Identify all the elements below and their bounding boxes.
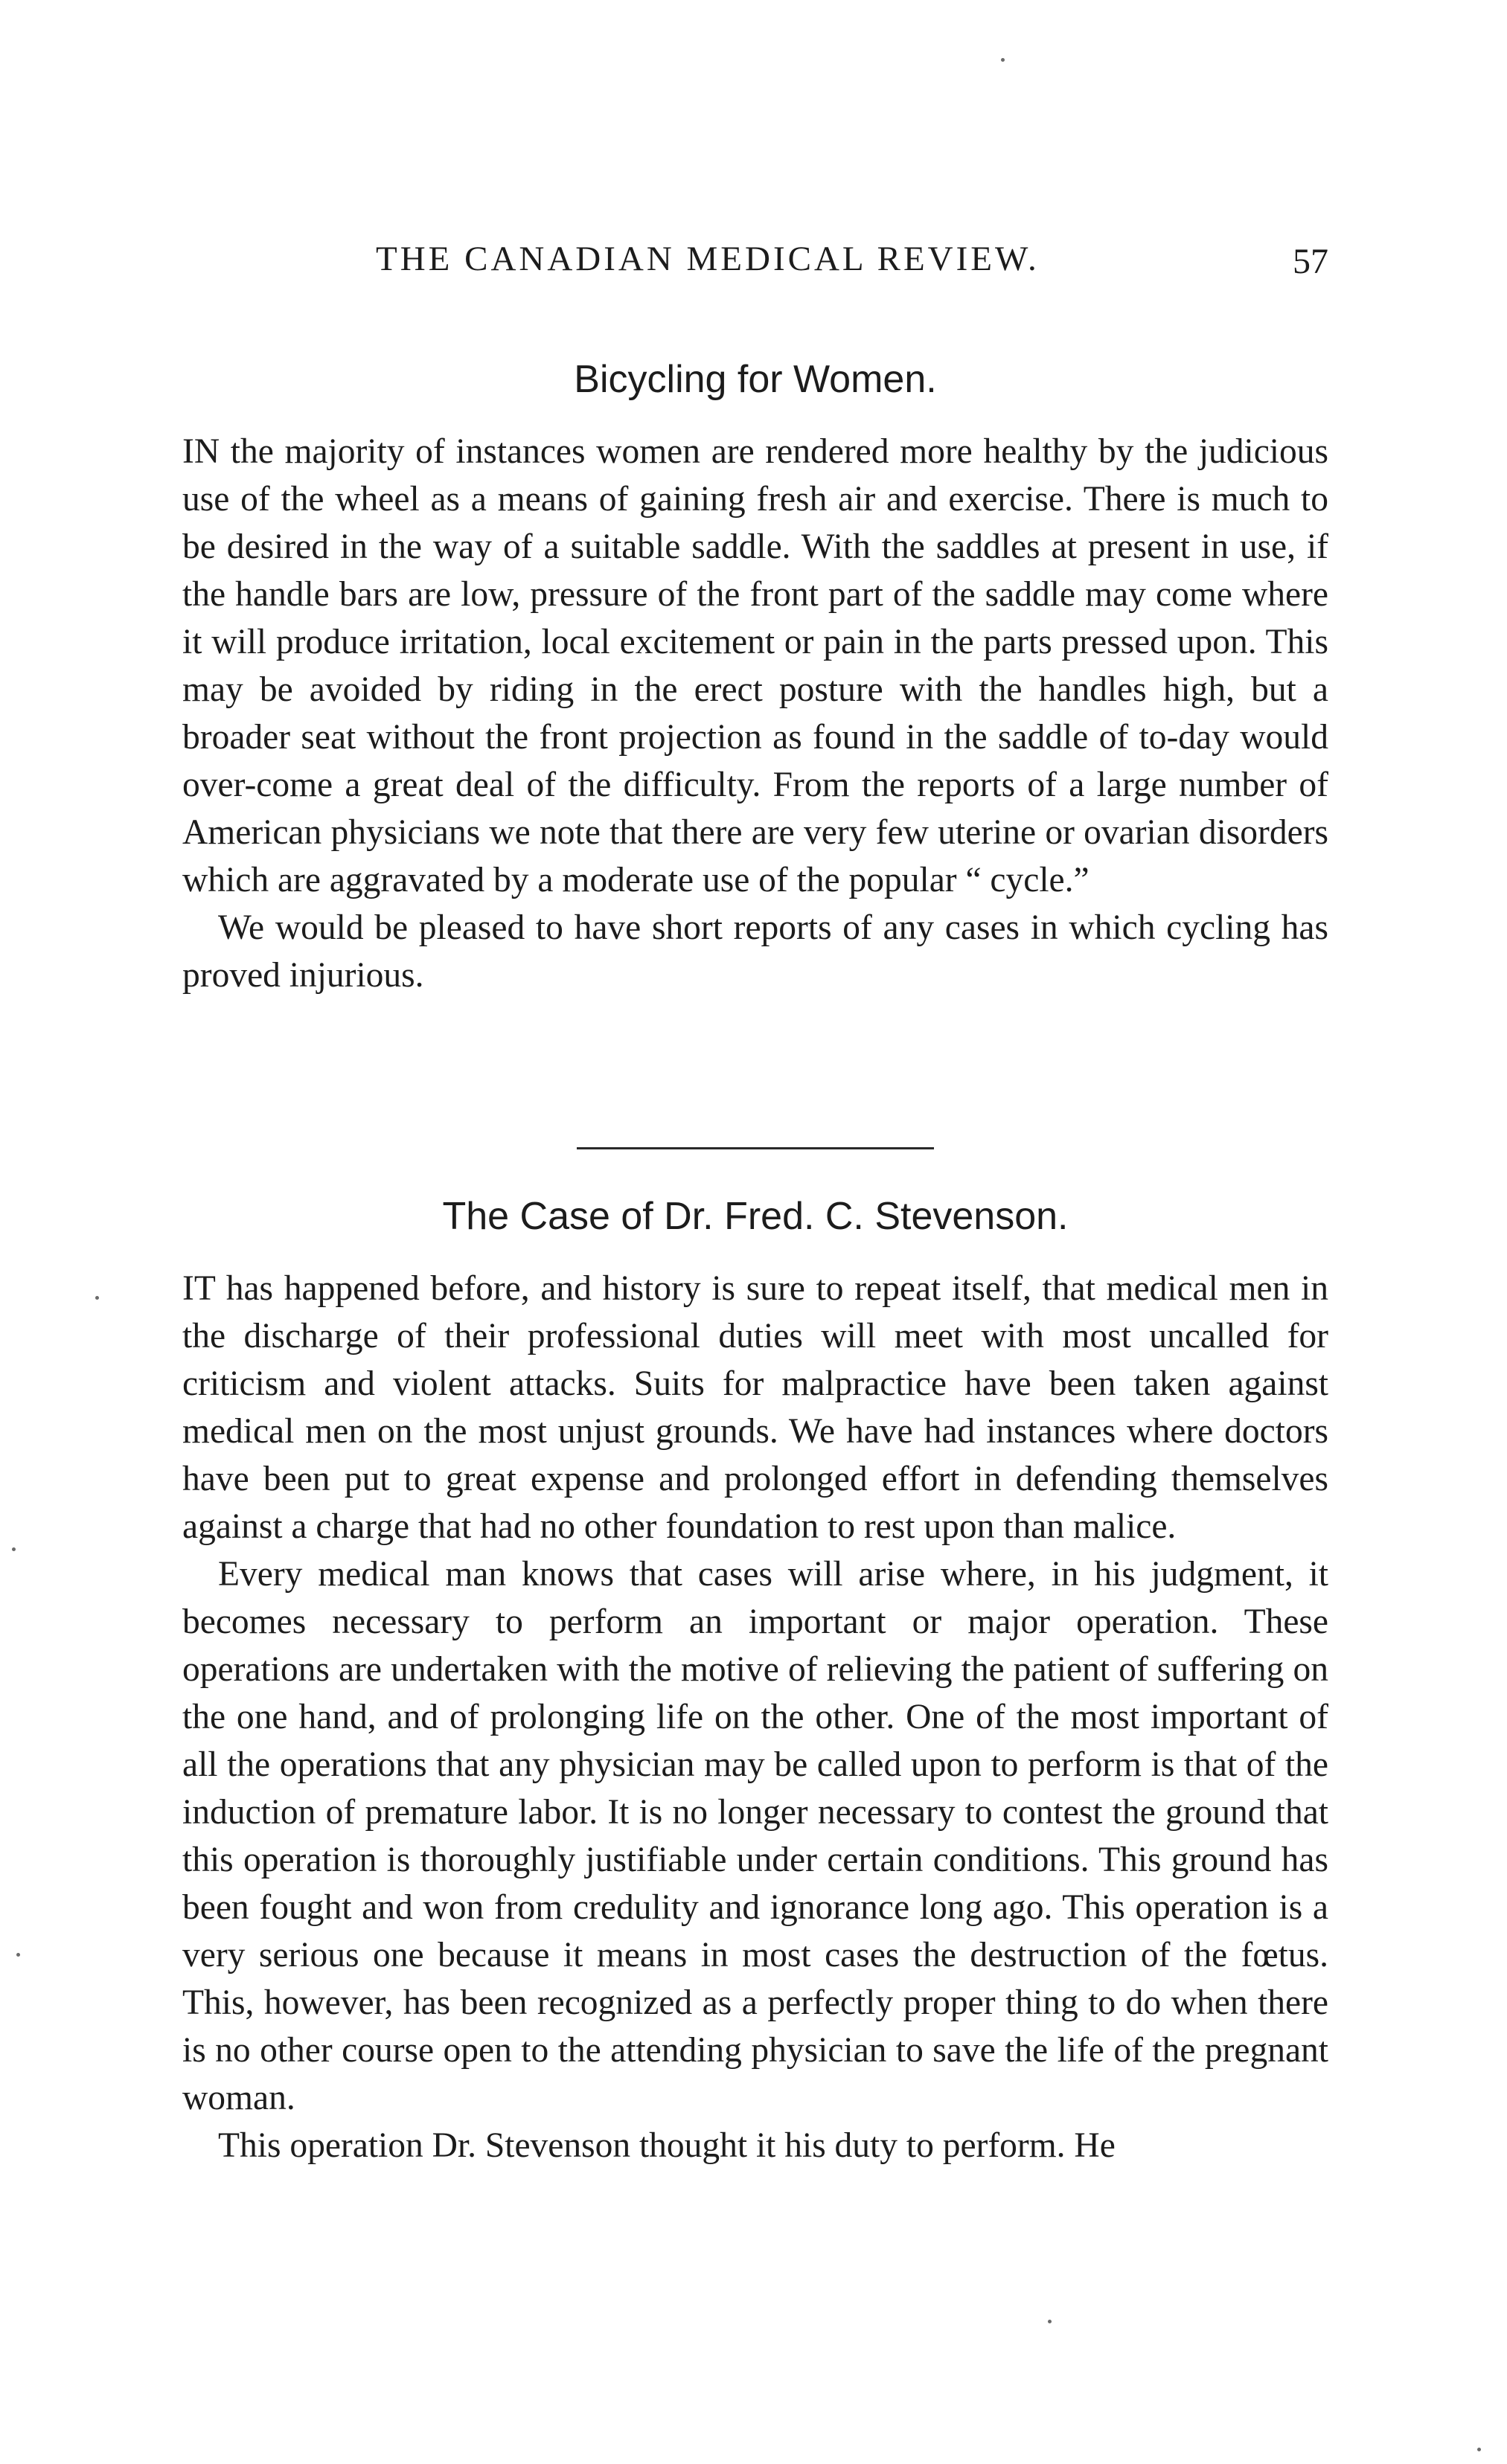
running-head xyxy=(182,237,1328,281)
article-body-stevenson xyxy=(182,1265,1328,2169)
scan-speck xyxy=(95,1296,99,1300)
paragraph: IT has happened before, and history is sure to repeat itself, that medical men in the discharge of their professional duties will meet with most uncalled for criticism and violent attacks. Suits for malpractice have been taken against medical men on the most unjust grounds. We have had instances where doctors have been put to great expense and prolonged effort in defending themselves against a charge that had no other foundation to rest upon than malice. xyxy=(182,1269,1328,1546)
paragraph: We would be pleased to have short reports of any cases in which cycling has proved injurious. xyxy=(182,908,1328,995)
scan-speck xyxy=(1001,58,1005,62)
article-title-stevenson: The Case of Dr. Fred. C. Stevenson. xyxy=(442,1195,1069,1238)
paragraph: This operation Dr. Stevenson thought it his duty to perform. He xyxy=(218,2126,1116,2165)
scan-speck xyxy=(16,1953,20,1957)
article-title-bicycling: Bicycling for Women. xyxy=(574,358,937,401)
paragraph: IN the majority of instances women are rendered more healthy by the judicious use of the wheel as a means of gaining fresh air and exercise. There is much to be desired in the way of a suitable saddle. With the saddles at present in use, if the handle bars are low, pressure of the front part of the saddle may come where it will produce irritation, local excitement or pain in the parts pressed upon. This may be avoided by riding in the erect posture with the handles high, but a broader seat without the front projection as found in the saddle of to-day would over-come a great deal of the difficulty. From the reports of a large number of American physicians we note that there are very few uterine or ovarian disorders which are aggravated by a moderate use of the popular “ cycle.” xyxy=(182,432,1328,899)
article-body-bicycling xyxy=(182,428,1328,999)
paragraph: Every medical man knows that cases will arise where, in his judgment, it becomes necessary to perform an important or major operation. These operations are undertaken with the motive of relieving the patient of suffering on the one hand, and of prolonging life on the other. One of the most important of all the operations that any physician may be called upon to perform is that of the induction of premature labor. It is no longer necessary to contest the ground that this operation is thoroughly justifiable under certain conditions. This ground has been fought and won from credulity and ignorance long ago. This operation is a very serious one because it means in most cases the destruction of the fœtus. This, however, has been recognized as a perfectly proper thing to do when there is no other course open to the attending physician to save the life of the pregnant woman. xyxy=(182,1555,1328,2117)
section-divider xyxy=(577,1147,934,1149)
page-number: 57 xyxy=(1293,242,1328,281)
journal-title: THE CANADIAN MEDICAL REVIEW. xyxy=(376,240,1040,278)
scan-speck xyxy=(1477,2448,1481,2451)
scan-speck xyxy=(1048,2320,1052,2323)
scan-speck xyxy=(12,1547,16,1551)
